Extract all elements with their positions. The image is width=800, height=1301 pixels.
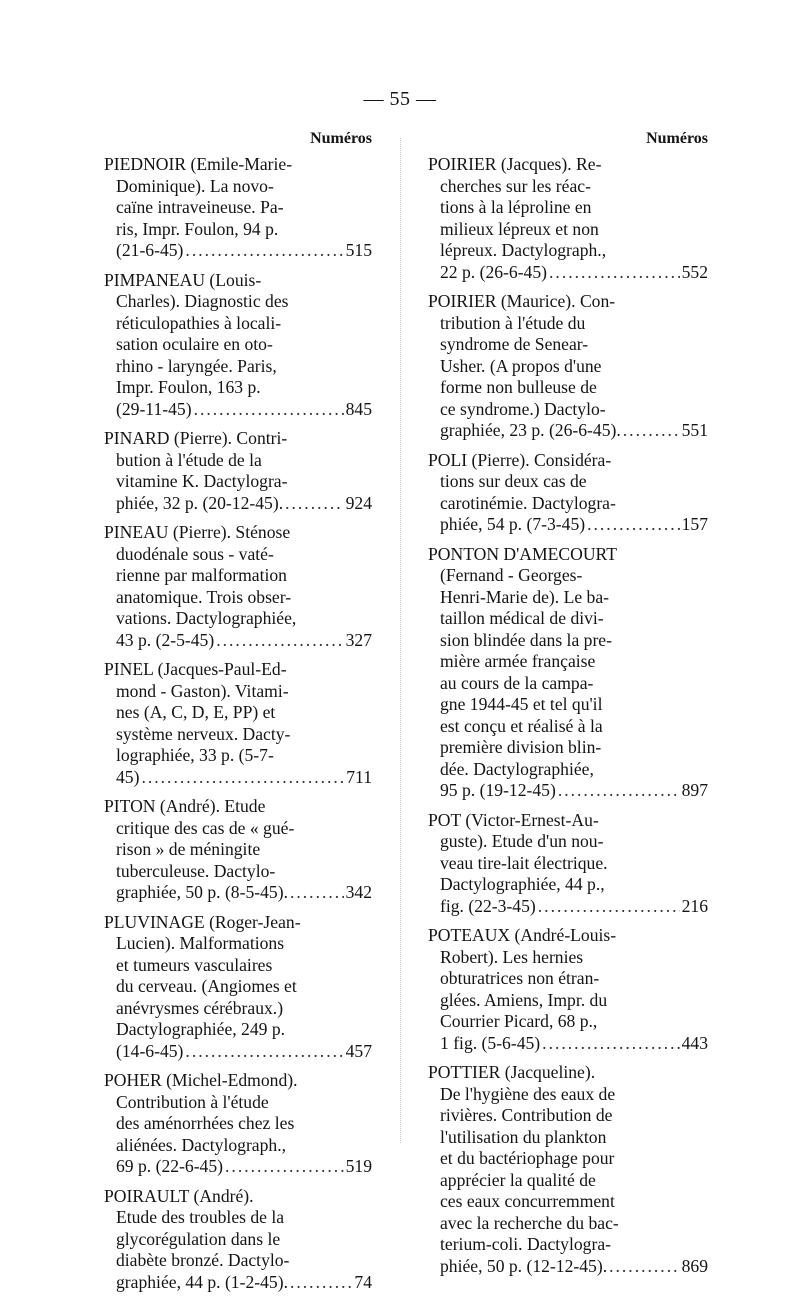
entry-line-text: 1 fig. (5-6-45) bbox=[440, 1032, 541, 1053]
entry-number: 869 bbox=[681, 1255, 708, 1276]
entry-line: PINEAU (Pierre). Sténose bbox=[104, 522, 291, 542]
entry-line: sation oculaire en oto- bbox=[116, 334, 273, 354]
entry-list bbox=[104, 154, 372, 1293]
entry-line: terium-coli. Dactylogra- bbox=[440, 1234, 611, 1254]
entry-line: POTTIER (Jacqueline). bbox=[428, 1062, 596, 1082]
entry-line bbox=[428, 420, 708, 442]
bibliography-entry bbox=[428, 291, 708, 442]
entry-number: 327 bbox=[345, 629, 372, 650]
leader-dots bbox=[185, 1041, 343, 1063]
entry-line: anévrysmes cérébraux.) bbox=[116, 997, 284, 1018]
entry-line: POIRAULT (André). bbox=[104, 1185, 254, 1206]
entry-line: rienne par malformation bbox=[116, 565, 287, 585]
bibliography-entry bbox=[428, 450, 708, 536]
leader-dots bbox=[285, 493, 344, 515]
entry-line: gne 1944-45 et tel qu'il bbox=[440, 694, 603, 714]
leader-dots bbox=[609, 1256, 680, 1278]
entry-line: diabète bronzé. Dactylo- bbox=[116, 1250, 290, 1270]
bibliography-entry bbox=[104, 522, 372, 651]
bibliography-entry bbox=[104, 270, 372, 421]
entry-line: carotinémie. Dactylogra- bbox=[440, 492, 616, 513]
bibliography-entry bbox=[428, 1062, 708, 1277]
entry-line bbox=[428, 262, 708, 284]
entry-line: mière armée française bbox=[440, 651, 596, 671]
leader-dots bbox=[587, 514, 680, 536]
entry-line: est conçu et réalisé à la bbox=[440, 715, 603, 736]
entry-line-text: fig. (22-3-45) bbox=[440, 895, 536, 916]
entry-line: POTEAUX (André-Louis- bbox=[428, 925, 617, 945]
entry-line: ces eaux concurremment bbox=[440, 1191, 615, 1211]
entry-line: dée. Dactylographiée, bbox=[440, 758, 594, 779]
entry-number: 552 bbox=[681, 261, 708, 282]
entry-line: glycorégulation dans le bbox=[116, 1228, 281, 1249]
entry-line-text: phiée, 50 p. (12-12-45). bbox=[440, 1255, 608, 1276]
leader-dots bbox=[623, 420, 680, 442]
entry-line: POIRIER (Maurice). Con- bbox=[428, 291, 616, 311]
leader-dots bbox=[216, 630, 343, 652]
entry-line-text: (21-6-45) bbox=[116, 240, 184, 260]
entry-line: PINARD (Pierre). Contri- bbox=[104, 428, 288, 448]
entry-line: forme non bulleuse de bbox=[440, 377, 597, 397]
entry-line: vations. Dactylographiée, bbox=[116, 608, 297, 628]
entry-line bbox=[428, 896, 708, 918]
entry-line: ris, Impr. Foulon, 94 p. bbox=[116, 218, 279, 239]
entry-line: rison » de méningite bbox=[116, 839, 261, 859]
entry-line: PITON (André). Etude bbox=[104, 796, 266, 816]
entry-line bbox=[104, 399, 372, 421]
entry-line: tions sur deux cas de bbox=[440, 471, 587, 491]
entry-list bbox=[428, 154, 708, 1277]
bibliography-entry bbox=[104, 1070, 372, 1178]
entry-line-text: 95 p. (19-12-45) bbox=[440, 780, 556, 800]
entry-line: milieux lépreux et non bbox=[440, 218, 599, 239]
entry-line bbox=[428, 514, 708, 536]
bibliography-entry bbox=[104, 912, 372, 1063]
entry-number: 74 bbox=[354, 1271, 372, 1292]
entry-line: Charles). Diagnostic des bbox=[116, 291, 289, 311]
entry-line bbox=[104, 240, 372, 262]
entry-number: 924 bbox=[345, 492, 372, 513]
left-column bbox=[104, 128, 372, 1301]
entry-line: tribution à l'étude du bbox=[440, 312, 586, 333]
entry-number: 845 bbox=[345, 398, 372, 419]
entry-line: cherches sur les réac- bbox=[440, 175, 591, 196]
entry-line bbox=[428, 780, 708, 802]
entry-line-text: (14-6-45) bbox=[116, 1040, 184, 1061]
entry-line: De l'hygiène des eaux de bbox=[440, 1083, 616, 1104]
bibliography-entry bbox=[104, 796, 372, 904]
entry-line-text: graphiée, 50 p. (8-5-45). bbox=[116, 882, 288, 902]
entry-line: Contribution à l'étude bbox=[116, 1091, 269, 1112]
entry-line-text: graphiée, 44 p. (1-2-45). bbox=[116, 1271, 288, 1292]
entry-line: Courrier Picard, 68 p., bbox=[440, 1011, 598, 1031]
entry-line: et du bactériophage pour bbox=[440, 1148, 615, 1168]
leader-dots bbox=[290, 1272, 352, 1294]
entry-line: tuberculeuse. Dactylo- bbox=[116, 860, 276, 881]
entry-line: vitamine K. Dactylogra- bbox=[116, 471, 288, 491]
entry-line: première division blin- bbox=[440, 737, 602, 757]
entry-line: rivières. Contribution de bbox=[440, 1105, 613, 1125]
leader-dots bbox=[558, 780, 680, 802]
bibliography-entry bbox=[104, 154, 372, 262]
bibliography-entry bbox=[428, 544, 708, 802]
entry-line bbox=[104, 1041, 372, 1063]
entry-line: bution à l'étude de la bbox=[116, 449, 262, 470]
entry-number: 515 bbox=[345, 240, 372, 260]
entry-line: PLUVINAGE (Roger-Jean- bbox=[104, 911, 301, 932]
bibliography-entry bbox=[428, 154, 708, 283]
entry-line: critique des cas de « gué- bbox=[116, 817, 295, 838]
entry-line: tions à la léproline en bbox=[440, 197, 592, 217]
bibliography-entry bbox=[428, 810, 708, 918]
entry-line: aliénées. Dactylograph., bbox=[116, 1134, 287, 1155]
entry-line: syndrome de Senear- bbox=[440, 334, 589, 354]
entry-line: lépreux. Dactylograph., bbox=[440, 240, 607, 260]
entry-line: POIRIER (Jacques). Re- bbox=[428, 154, 602, 174]
entry-number: 216 bbox=[681, 895, 708, 916]
entry-line: du cerveau. (Angiomes et bbox=[116, 976, 297, 996]
entry-line: PIEDNOIR (Emile-Marie- bbox=[104, 154, 293, 174]
entry-line: Etude des troubles de la bbox=[116, 1207, 285, 1227]
entry-line-text: 43 p. (2-5-45) bbox=[116, 629, 215, 650]
entry-line bbox=[428, 1256, 708, 1278]
entry-line: au cours de la campa- bbox=[440, 672, 594, 693]
entry-line: l'utilisation du plankton bbox=[440, 1126, 607, 1147]
entry-line bbox=[104, 630, 372, 652]
entry-line: POT (Victor-Ernest-Au- bbox=[428, 809, 599, 830]
entry-line bbox=[104, 767, 372, 789]
entry-number: 711 bbox=[346, 766, 372, 787]
leader-dots bbox=[141, 767, 344, 789]
entry-line: PIMPANEAU (Louis- bbox=[104, 269, 262, 290]
entry-line bbox=[104, 1272, 372, 1294]
entry-line: Usher. (A propos d'une bbox=[440, 355, 602, 376]
entry-number: 342 bbox=[345, 882, 372, 902]
entry-line-text: phiée, 54 p. (7-3-45) bbox=[440, 514, 586, 534]
entry-number: 157 bbox=[681, 514, 708, 534]
entry-line: PONTON D'AMECOURT bbox=[428, 543, 617, 564]
entry-line: mond - Gaston). Vitami- bbox=[116, 680, 289, 701]
column-header: Numéros bbox=[310, 130, 372, 147]
entry-line-text: 69 p. (22-6-45) bbox=[116, 1156, 224, 1176]
entry-number: 443 bbox=[681, 1032, 708, 1053]
entry-line: obturatrices non étran- bbox=[440, 968, 600, 988]
entry-line: Robert). Les hernies bbox=[440, 946, 584, 967]
bibliography-entry bbox=[104, 659, 372, 788]
entry-line: et tumeurs vasculaires bbox=[116, 954, 273, 975]
entry-line: taillon médical de divi- bbox=[440, 608, 604, 628]
entry-line: Dactylographiée, 44 p., bbox=[440, 874, 605, 894]
column-divider bbox=[400, 138, 401, 1143]
leader-dots bbox=[194, 399, 344, 421]
entry-line bbox=[428, 1033, 708, 1055]
page-number: — 55 — bbox=[363, 88, 437, 110]
entry-number: 551 bbox=[681, 420, 708, 440]
entry-line: Lucien). Malformations bbox=[116, 933, 285, 953]
entry-number: 457 bbox=[345, 1040, 372, 1061]
entry-line-text: (29-11-45) bbox=[116, 398, 192, 419]
entry-number: 519 bbox=[345, 1156, 372, 1176]
entry-line-text: 45) bbox=[116, 766, 140, 787]
column-header: Numéros bbox=[646, 130, 708, 147]
entry-line: avec la recherche du bac- bbox=[440, 1212, 619, 1233]
leader-dots bbox=[549, 262, 680, 284]
bibliography-entry bbox=[104, 428, 372, 514]
entry-line: glées. Amiens, Impr. du bbox=[440, 989, 608, 1010]
entry-line: sion blindée dans la pre- bbox=[440, 629, 612, 650]
entry-line: Dactylographiée, 249 p. bbox=[116, 1019, 286, 1039]
entry-line: Henri-Marie de). Le ba- bbox=[440, 586, 610, 607]
entry-line bbox=[104, 882, 372, 904]
entry-line: caïne intraveineuse. Pa- bbox=[116, 197, 284, 217]
entry-line: des aménorrhées chez les bbox=[116, 1113, 295, 1133]
entry-line-text: phiée, 32 p. (20-12-45). bbox=[116, 492, 284, 513]
entry-line: nes (A, C, D, E, PP) et bbox=[116, 702, 276, 722]
entry-line: Dominique). La novo- bbox=[116, 175, 274, 196]
leader-dots bbox=[185, 240, 343, 262]
entry-line: anatomique. Trois obser- bbox=[116, 586, 292, 607]
entry-line: POHER (Michel-Edmond). bbox=[104, 1070, 298, 1090]
leader-dots bbox=[290, 882, 344, 904]
leader-dots bbox=[542, 1033, 679, 1055]
entry-line: (Fernand - Georges- bbox=[440, 565, 583, 585]
entry-line: POLI (Pierre). Considéra- bbox=[428, 449, 612, 470]
entry-line: PINEL (Jacques-Paul-Ed- bbox=[104, 659, 287, 679]
entry-line: veau tire-lait électrique. bbox=[440, 852, 608, 873]
entry-line: rhino - laryngée. Paris, bbox=[116, 355, 277, 376]
entry-line bbox=[104, 493, 372, 515]
entry-line: réticulopathies à locali- bbox=[116, 312, 282, 333]
entry-line: guste). Etude d'un nou- bbox=[440, 831, 604, 851]
entry-line: Impr. Foulon, 163 p. bbox=[116, 377, 261, 397]
right-column bbox=[428, 128, 708, 1285]
entry-line-text: 22 p. (26-6-45) bbox=[440, 261, 548, 282]
entry-line: lographiée, 33 p. (5-7- bbox=[116, 745, 274, 765]
entry-line-text: graphiée, 23 p. (26-6-45). bbox=[440, 420, 621, 440]
bibliography-entry bbox=[104, 1186, 372, 1294]
entry-line: duodénale sous - vaté- bbox=[116, 543, 274, 564]
entry-line: système nerveux. Dacty- bbox=[116, 723, 291, 744]
leader-dots bbox=[538, 896, 680, 918]
leader-dots bbox=[225, 1156, 344, 1178]
bibliography-entry bbox=[428, 925, 708, 1054]
entry-line: ce syndrome.) Dactylo- bbox=[440, 398, 606, 419]
entry-line bbox=[104, 1156, 372, 1178]
entry-number: 897 bbox=[681, 780, 708, 800]
entry-line: apprécier la qualité de bbox=[440, 1169, 596, 1190]
